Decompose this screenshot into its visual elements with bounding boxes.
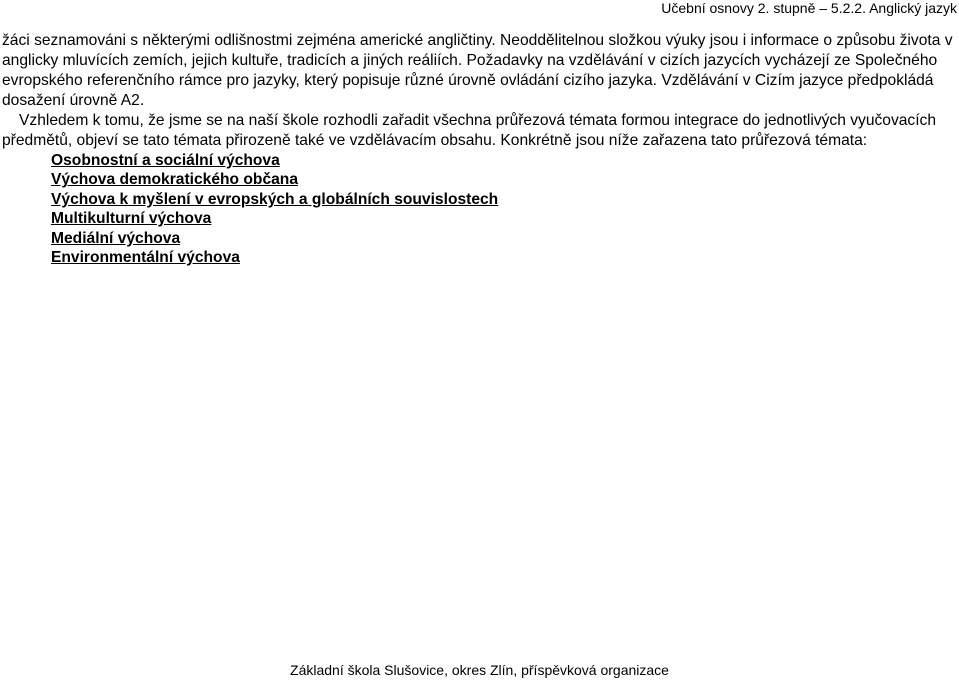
topic-item: Environmentální výchova — [51, 249, 240, 267]
topic-item: Mediální výchova — [51, 229, 181, 247]
page-header: Učební osnovy 2. stupně – 5.2.2. Anglický jazyk — [661, 0, 957, 16]
paragraph-language-info: žáci seznamováni s některými odlišnostmi zejména americké angličtiny. Neoddělitelnou složkou výuky jsou i informace o způsobu života v anglicky mluvících zemích, jejich kultuře, tradicích a jiných reáliích. Požadavky na vzdělávání v cizích jazycích vycházejí ze Společného evropského referenčního rámce pro jazyky, který popisuje různé úrovně ovládání cizího jazyka. Vzdělávání v Cizím jazyce předpokládá dosažení úrovně A2. — [2, 32, 953, 109]
topic-item: Výchova demokratického občana — [51, 171, 298, 189]
document-body — [2, 31, 957, 267]
page-footer: Základní škola Slušovice, okres Zlín, příspěvková organizace — [290, 662, 669, 678]
topic-item: Osobnostní a sociální výchova — [51, 152, 280, 169]
topic-item: Multikulturní výchova — [51, 210, 212, 228]
topic-item: Výchova k myšlení v evropských a globálních souvislostech — [51, 190, 499, 208]
topic-list — [2, 151, 957, 267]
paragraph-cross-curricular: Vzhledem k tomu, že jsme se na naší škole rozhodli zařadit všechna průřezová témata formou integrace do jednotlivých vyučovacích předmětů, objeví se tato témata přirozeně také ve vzdělávacím obsahu. Konkrétně jsou níže zařazena tato průřezová témata: — [2, 112, 937, 149]
